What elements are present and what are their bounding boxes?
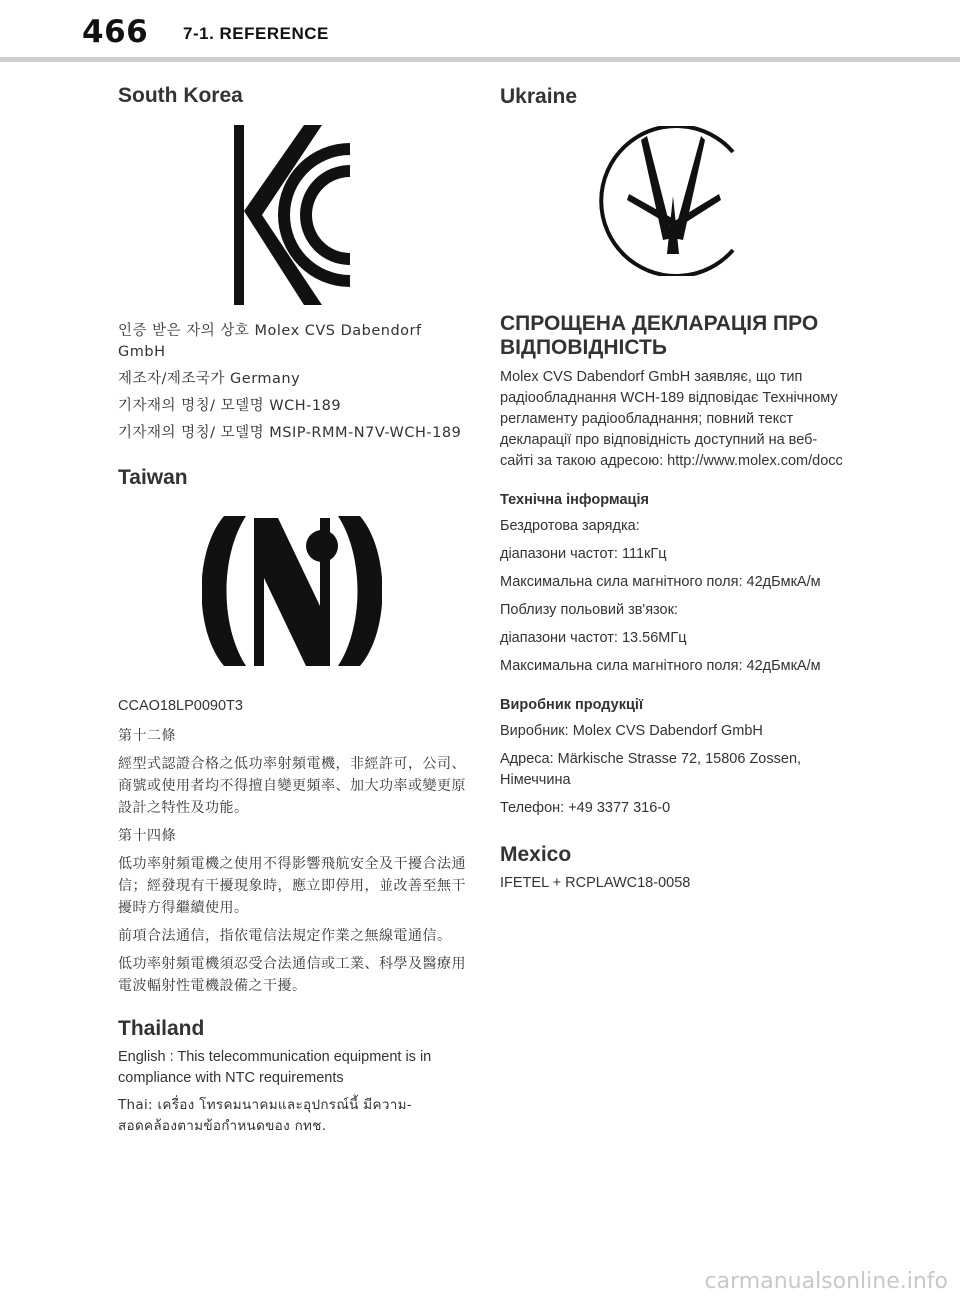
ukraine-declaration-text: Molex CVS Dabendorf GmbH заявляє, що тип радіообладнання WCH-189 відповідає Технічному регламенту радіообладнання; повний текст декларації про відповідність доступний на веб-сайті за такою адресою: http://www.molex.com/docc — [500, 369, 843, 469]
ukraine-tech-line-4: Поблизу польовий зв'язок: — [500, 602, 678, 618]
ncc-mark-icon — [202, 506, 382, 676]
taiwan-para-2: 經型式認證合格之低功率射頻電機，非經許可，公司、商號或使用者均不得擅自變更頻率、加大功率或變更原設計之特性及功能。 — [118, 756, 466, 816]
ukraine-manufacturer-line-1: Виробник: Molex CVS Dabendorf GmbH — [500, 723, 763, 739]
ukraine-tech-line-5: діапазони частот: 13.56МГц — [500, 630, 687, 646]
header-rule — [0, 57, 960, 62]
right-column — [500, 76, 845, 894]
taiwan-code: CCAO18LP0090T3 — [118, 698, 243, 714]
section-reference: 7-1. REFERENCE — [183, 24, 329, 43]
taiwan-section — [118, 466, 466, 997]
taiwan-para-1: 第十二條 — [118, 728, 176, 744]
taiwan-para-3: 第十四條 — [118, 828, 176, 844]
taiwan-para-6: 低功率射頻電機須忍受合法通信或工業、科學及醫療用電波輻射性電機設備之干擾。 — [118, 956, 466, 994]
ukraine-manufacturer-line-3: Телефон: +49 3377 316-0 — [500, 800, 671, 816]
mexico-heading: Mexico — [500, 843, 572, 866]
ukraine-manufacturer-line-2: Адреса: Märkische Strasse 72, 15806 Zossen, Німеччина — [500, 751, 802, 788]
ukraine-heading: Ukraine — [500, 85, 578, 108]
taiwan-heading: Taiwan — [118, 466, 188, 489]
ukraine-tech-line-1: Бездротова зарядка: — [500, 518, 640, 534]
ukraine-tech-line-6: Максимальна сила магнітного поля: 42дБмкА/м — [500, 658, 821, 674]
mexico-text: IFETEL + RCPLAWC18-0058 — [500, 875, 691, 891]
korea-line-2: 제조자/제조국가 Germany — [118, 371, 301, 387]
footer-watermark: carmanualsonline.info — [704, 1269, 948, 1294]
ukraine-conformity-mark-icon — [583, 126, 763, 276]
south-korea-section — [118, 84, 466, 444]
south-korea-heading: South Korea — [118, 84, 243, 107]
thailand-thai: Thai: เครื่อง โทรคมนาคมและอุปกรณ์นี้ มีความ-สอดคล้องตามข้อกำหนดของ กทช. — [118, 1097, 412, 1134]
ukraine-tech-line-2: діапазони частот: 111кГц — [500, 546, 667, 562]
thailand-heading: Thailand — [118, 1017, 205, 1040]
ukraine-tech-line-3: Максимальна сила магнітного поля: 42дБмкА/м — [500, 574, 821, 590]
thailand-section — [118, 1017, 466, 1137]
korea-line-1: 인증 받은 자의 상호 Molex CVS Dabendorf GmbH — [118, 323, 422, 360]
taiwan-para-5: 前項合法通信，指依電信法規定作業之無線電通信。 — [118, 928, 452, 944]
taiwan-para-4: 低功率射頻電機之使用不得影響飛航安全及干擾合法通信；經發現有干擾現象時，應立即停用，並改善至無干擾時方得繼續使用。 — [118, 856, 466, 916]
page-header — [0, 0, 960, 64]
ukraine-manufacturer-heading: Виробник продукції — [500, 697, 644, 713]
ukraine-tech-heading: Технічна інформація — [500, 492, 649, 508]
ukraine-section — [500, 85, 845, 819]
page-number: 466 — [82, 14, 149, 50]
korea-line-4: 기자재의 명칭/ 모델명 MSIP-RMM-N7V-WCH-189 — [118, 425, 462, 441]
ukraine-declaration-heading: СПРОЩЕНА ДЕКЛАРАЦІЯ ПРО ВІДПОВІДНІСТЬ — [500, 312, 819, 359]
kc-mark-icon — [234, 125, 350, 305]
korea-line-3: 기자재의 명칭/ 모델명 WCH-189 — [118, 398, 342, 414]
thailand-english: English : This telecommunication equipment is in compliance with NTC requirements — [118, 1049, 432, 1086]
left-column — [118, 76, 466, 1137]
mexico-section — [500, 843, 845, 894]
